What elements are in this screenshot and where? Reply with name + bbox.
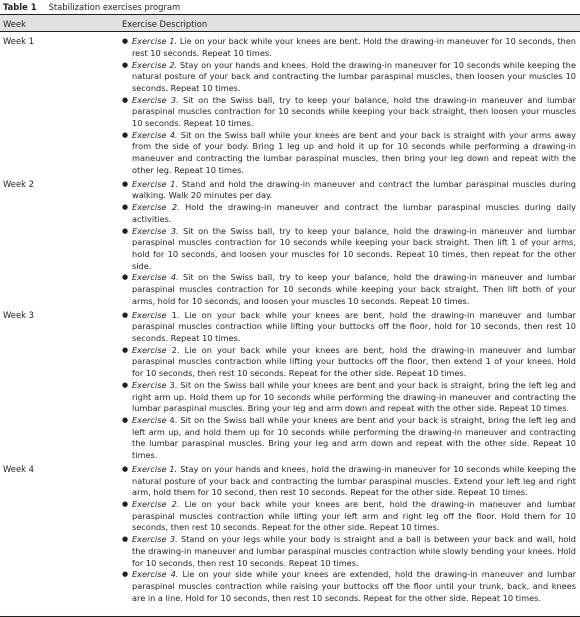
table-title: Stabilization exercises program (48, 2, 181, 12)
exercise-item (122, 202, 576, 225)
exercise-text: Lie on your back while your knees are bent, hold the drawing-in maneuver and lumbar paraspinal muscles contraction while lifting your left arm and right leg off the floor. Hold them for 10 seconds, then rest 10 seconds. Repeat for the other side. Repeat 10 times. (132, 499, 576, 533)
exercise-name: Exercise 1. (132, 178, 179, 189)
exercise-name: Exercise 3. (132, 94, 179, 105)
bullet-icon: ● (122, 464, 129, 473)
bullet-icon: ● (122, 130, 129, 139)
exercise-list (0, 34, 580, 176)
table-header (0, 14, 580, 32)
exercise-name: Exercise 4. (132, 129, 178, 140)
exercise-text: Hold the drawing-in maneuver and contract the lumbar paraspinal muscles during daily activities. (132, 202, 576, 224)
bullet-icon: ● (122, 416, 129, 425)
bullet-icon: ● (122, 273, 129, 282)
exercise-name: Exercise 2. (132, 202, 180, 213)
column-header-week: Week (3, 19, 26, 29)
bullet-icon: ● (122, 535, 129, 544)
exercise-item (122, 569, 576, 604)
exercise-list (0, 177, 580, 308)
bullet-icon: ● (122, 226, 129, 235)
bullet-icon: ● (122, 380, 129, 389)
exercise-text: Stand on your legs while your body is straight and a ball is between your back and wall, hold the drawing-in maneuver and lumbar paraspinal muscles contraction while slowly bending your knees. Hold for 10 seconds, then rest 10 seconds. Repeat 10 times. (132, 534, 576, 568)
table-number: Table 1 (3, 2, 37, 12)
exercise-name: Exercise (132, 379, 167, 390)
column-header-description: Exercise Description (122, 19, 208, 29)
exercise-text: Lie on your side while your knees are extended, hold the drawing-in maneuver and lumbar paraspinal muscles contraction while raising your buttocks off the floor until your trunk, back, and knees are in a line. Hold for 10 seconds, then rest 10 seconds. Repeat for the other side. Repeat 10 times. (132, 569, 576, 603)
exercise-name: Exercise 3. (132, 534, 178, 545)
bullet-icon: ● (122, 95, 129, 104)
bullet-icon: ● (122, 37, 129, 45)
bullet-icon: ● (122, 310, 129, 319)
exercise-item (122, 415, 576, 462)
exercise-item (122, 344, 576, 380)
exercise-item (122, 94, 576, 130)
exercise-item (122, 129, 576, 177)
week-label: Week 1 (3, 36, 34, 46)
exercise-text: 3. Sit on the Swiss ball while your knees are bent and your back is straight, bring the left leg and right arm up. Hold them up for 10 seconds while performing the drawing-in maneuver and contracting the lumbar paraspinal muscles. Bring your leg and arm down and repeat with the other side. Repeat 10 times. (132, 379, 576, 414)
bullet-icon: ● (122, 345, 129, 354)
bullet-icon: ● (122, 203, 129, 212)
table-body (0, 34, 580, 605)
week-label: Week 2 (3, 178, 34, 189)
week-row (0, 34, 580, 176)
exercise-item (122, 59, 576, 95)
exercise-text: Sit on the Swiss ball, try to keep your balance, hold the drawing-in maneuver and lumbar paraspinal muscles contraction for 10 seconds while keeping your back straight. Then lift both of your arms, hold for 10 seconds, and loosen your muscles 10 seconds. Repeat 10 times. (132, 272, 576, 306)
exercise-name: Exercise 4. (132, 569, 179, 580)
exercise-item (122, 36, 576, 59)
exercise-item (122, 178, 576, 202)
week-label: Week 3 (3, 309, 34, 320)
table-caption (3, 1, 180, 13)
exercise-text: Sit on the Swiss ball while your knees are bent and your back is straight with your arms away from the side of your body. Bring 1 leg up and hold it up for 10 seconds while performing a drawing-in maneuver and contracting the lumbar paraspinal muscles, then bring your leg down and repeat with the other leg. Repeat 10 times. (132, 129, 576, 175)
week-row (0, 308, 580, 462)
week-label: Week 4 (3, 463, 34, 474)
bullet-icon: ● (122, 570, 129, 579)
exercise-text: 4. Sit on the Swiss ball while your knees are bent and your back is straight, bring the left leg and left arm up, and hold them up for 10 seconds while performing the drawing-in maneuver and contracting the lumbar paraspinal muscles. Bring your leg and arm down and repeat with the other side. Repeat 10 times. (132, 415, 576, 461)
exercise-name: Exercise (132, 344, 167, 355)
exercise-name: Exercise 2. (132, 499, 180, 510)
exercise-text: Sit on the Swiss ball, try to keep your balance, hold the drawing-in maneuver and lumbar paraspinal muscles contraction for 10 seconds while keeping your back straight. Then lift 1 of your arms, hold for 10 seconds, and loosen your muscles for 10 seconds. Repeat 10 times, then repeat for the other side. (132, 225, 576, 271)
bullet-icon: ● (122, 60, 129, 69)
exercise-item (122, 225, 576, 273)
exercise-item (122, 534, 576, 569)
exercise-text: 1. Lie on your back while your knees are bent, hold the drawing-in maneuver and lumbar paraspinal muscles contraction while lifting your buttocks off the floor, hold for 10 seconds, then rest 10 seconds. Repeat 10 times. (132, 309, 576, 343)
exercise-list (0, 308, 580, 462)
exercise-item (122, 499, 576, 534)
exercise-text: Sit on the Swiss ball, try to keep your balance, hold the drawing-in maneuver and lumbar paraspinal muscles contraction for 10 seconds while keeping your back straight, then loosen your muscles 10 seconds. Repeat 10 times. (132, 94, 576, 128)
exercise-name: Exercise 3. (132, 225, 179, 236)
exercise-text: Stay on your hands and knees. Hold the drawing-in maneuver for 10 seconds while keeping the natural posture of your back and contracting the lumbar paraspinal muscles, then loosen your muscles 10 seconds. Repeat 10 times. (132, 59, 576, 93)
exercise-text: 2. Lie on your back while your knees are bent, hold the drawing-in maneuver and lumbar paraspinal muscles contraction while lifting your buttocks off the floor, then extend 1 of your knees. Hold for 10 seconds, then rest 10 seconds. Repeat for the other side. Repeat 10 times. (132, 344, 576, 379)
exercise-name: Exercise (132, 415, 167, 426)
exercise-name: Exercise (132, 309, 167, 320)
exercise-name: Exercise 1. (132, 36, 178, 46)
exercise-name: Exercise 4. (132, 272, 179, 283)
exercise-name: Exercise 2. (132, 59, 178, 70)
exercise-item (122, 272, 576, 307)
exercise-text: Stay on your hands and knees, hold the drawing-in maneuver for 10 seconds while keeping the natural posture of your back and contracting the lumbar paraspinal muscles. Extend your left leg and right arm, hold them for 10 second, then rest 10 seconds. Repeat for the other side. Repeat 10 times. (132, 463, 576, 498)
week-row (0, 177, 580, 308)
exercise-item (122, 379, 576, 415)
exercise-item (122, 309, 576, 345)
exercise-item (122, 463, 576, 499)
exercise-text: Lie on your back while your knees are bent. Hold the drawing-in maneuver for 10 seconds, then rest 10 seconds. Repeat 10 times. (132, 36, 576, 58)
exercise-name: Exercise 1. (132, 463, 178, 474)
week-row (0, 462, 580, 604)
exercise-list (0, 462, 580, 604)
bullet-icon: ● (122, 500, 129, 509)
exercise-text: Stand and hold the drawing-in maneuver and contract the lumbar paraspinal muscles during walking. Walk 20 minutes per day. (132, 178, 576, 201)
bullet-icon: ● (122, 179, 129, 188)
